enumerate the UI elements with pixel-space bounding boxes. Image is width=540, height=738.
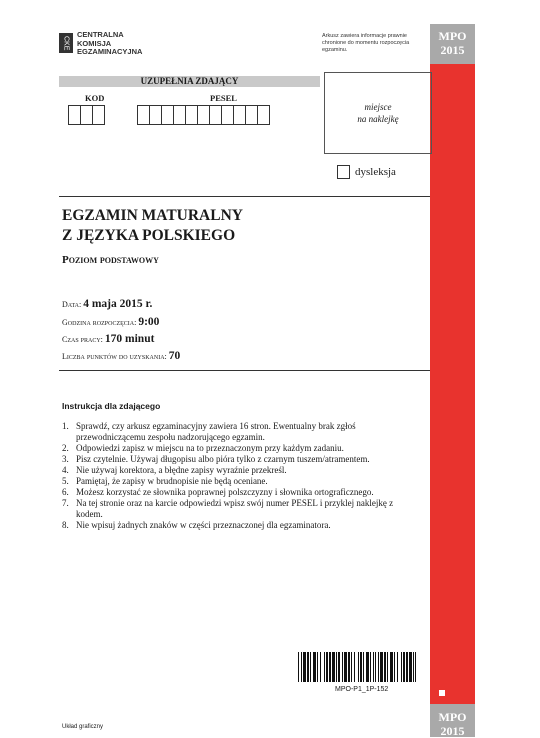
exam-code-tab-top <box>430 24 475 64</box>
footer-note: Układ graficzny <box>62 724 104 730</box>
institution-line: KOMISJA <box>77 38 112 48</box>
item-text: Pamiętaj, że zapisy w brudnopisie nie będą oceniane. <box>76 476 268 486</box>
divider <box>59 370 430 371</box>
item-text: Sprawdź, czy arkusz egzaminacyjny zawiera 16 stron. Ewentualny brak zgłoś przewodniczącemu zespołu nadzorującego egzamin. <box>76 421 356 442</box>
list-item <box>62 443 417 454</box>
pesel-input[interactable] <box>137 105 269 125</box>
start-value: 9:00 <box>138 316 160 328</box>
date-value: 4 maja 2015 r. <box>83 298 153 310</box>
start-label: Godzina rozpoczęcia: <box>62 318 137 327</box>
sticker-label: miejsce <box>364 102 392 112</box>
institution-line: EGZAMINACYJNA <box>77 47 143 56</box>
dysleksja-checkbox[interactable] <box>337 165 350 179</box>
dysleksja-label: dysleksja <box>355 166 396 178</box>
list-item <box>62 487 417 498</box>
kod-label: KOD <box>85 93 105 103</box>
sheet-code: MPO-P1_1P-152 <box>335 686 389 693</box>
item-text: Nie używaj korektora, a błędne zapisy wyraźnie przekreśl. <box>76 465 287 475</box>
date-label: Data: <box>62 300 82 309</box>
item-number: 1. <box>62 421 69 431</box>
item-number: 2. <box>62 443 69 453</box>
item-number: 7. <box>62 498 69 508</box>
cke-logo-icon: CKE <box>59 33 73 53</box>
instructions-title: Instrukcja dla zdającego <box>62 401 161 411</box>
corner-marker <box>439 690 445 696</box>
item-text: Pisz czytelnie. Używaj długopisu albo pióra tylko z czarnym tuszem/atramentem. <box>76 454 370 464</box>
kod-input[interactable] <box>68 105 104 125</box>
instructions-list <box>62 421 417 531</box>
tab-year: 2015 <box>440 724 465 738</box>
item-number: 4. <box>62 465 69 475</box>
item-text: Nie wpisuj żadnych znaków w części przeznaczonej dla egzaminatora. <box>76 520 331 530</box>
exam-subject: Z JĘZYKA POLSKIEGO <box>62 227 236 244</box>
barcode-icon <box>298 652 416 682</box>
tab-code: MPO <box>438 710 467 724</box>
item-text: Możesz korzystać ze słownika poprawnej polszczyzny i słownika ortograficznego. <box>76 487 374 497</box>
exam-points <box>62 350 180 362</box>
exam-date <box>62 298 152 310</box>
list-item <box>62 498 417 520</box>
exam-duration <box>62 333 154 345</box>
confidentiality-note: Arkusz zawiera informacje prawnie chronione do momentu rozpoczęcia egzaminu. <box>322 33 410 53</box>
list-item <box>62 421 417 443</box>
tab-year: 2015 <box>440 43 465 57</box>
list-item <box>62 476 417 487</box>
item-text: Na tej stronie oraz na karcie odpowiedzi wpisz swój numer PESEL i przyklej naklejkę z kodem. <box>76 498 394 519</box>
list-item <box>62 520 417 531</box>
list-item <box>62 465 417 476</box>
pesel-label: PESEL <box>210 93 237 103</box>
red-side-strip <box>430 64 475 704</box>
candidate-fill-header: UZUPEŁNIA ZDAJĄCY <box>59 76 320 87</box>
exam-level: Poziom podstawowy <box>62 254 159 266</box>
item-text: Odpowiedzi zapisz w miejscu na to przeznaczonym przy każdym zadaniu. <box>76 443 344 453</box>
exam-start-time <box>62 316 159 328</box>
tab-code: MPO <box>438 29 467 43</box>
duration-label: Czas pracy: <box>62 335 103 344</box>
list-item <box>62 454 417 465</box>
item-number: 5. <box>62 476 69 486</box>
exam-code-tab-bottom <box>430 704 475 737</box>
points-value: 70 <box>168 350 181 362</box>
sticker-area <box>324 72 432 154</box>
duration-value: 170 minut <box>104 333 155 345</box>
divider <box>59 196 430 197</box>
sticker-label: na naklejkę <box>357 114 399 124</box>
exam-title: EGZAMIN MATURALNY <box>62 207 243 224</box>
item-number: 8. <box>62 520 69 530</box>
item-number: 6. <box>62 487 69 497</box>
institution-name <box>77 31 142 57</box>
points-label: Liczba punktów do uzyskania: <box>62 352 167 361</box>
item-number: 3. <box>62 454 69 464</box>
institution-line: CENTRALNA <box>77 30 124 39</box>
